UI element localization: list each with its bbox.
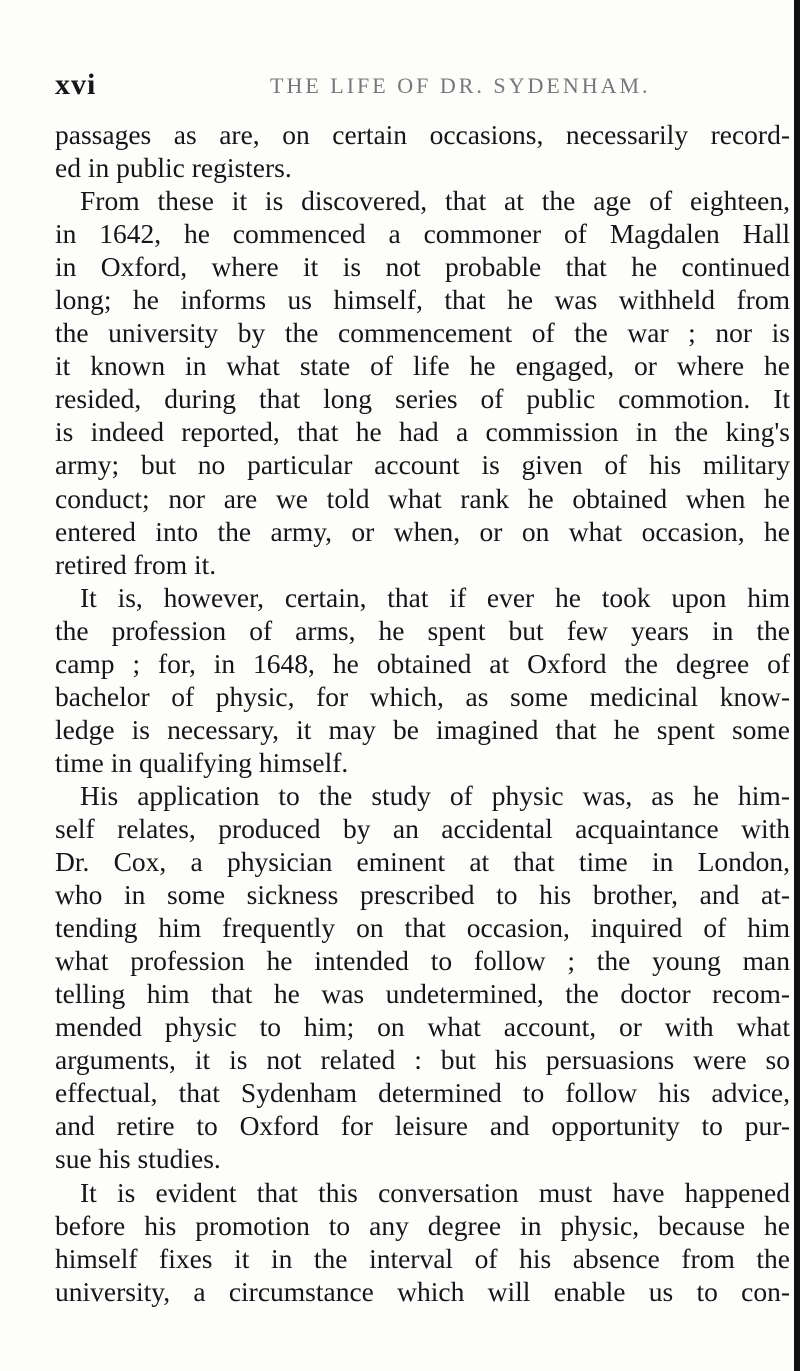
- text-line: in Oxford, where it is not probable that he continued: [55, 251, 790, 283]
- text-line: before his promotion to any degree in physic, because he: [55, 1209, 790, 1241]
- text-line: His application to the study of physic was, as he him-: [80, 779, 790, 811]
- text-line: entered into the army, or when, or on what occasion, he: [55, 515, 790, 547]
- text-line: who in some sickness prescribed to his brother, and at-: [55, 879, 790, 911]
- text-line: what profession he intended to follow ; the young man: [55, 945, 790, 977]
- body-text: [55, 118, 790, 1308]
- text-line: arguments, it is not related : but his persuasions were so: [55, 1044, 790, 1076]
- running-head: [55, 68, 775, 108]
- text-line: retired from it.: [55, 548, 217, 580]
- page-edge-shadow: [794, 0, 800, 1371]
- text-line: From these it is discovered, that at the age of eighteen,: [80, 185, 790, 217]
- text-line: conduct; nor are we told what rank he obtained when he: [55, 482, 790, 514]
- text-line: the profession of arms, he spent but few years in the: [55, 614, 790, 646]
- text-line: ledge is necessary, it may be imagined that he spent some: [55, 713, 790, 745]
- text-line: It is evident that this conversation must have happened: [80, 1176, 790, 1208]
- running-title: THE LIFE OF DR. SYDENHAM.: [270, 73, 651, 98]
- text-line: It is, however, certain, that if ever he took upon him: [80, 581, 790, 613]
- text-line: camp ; for, in 1648, he obtained at Oxford the degree of: [55, 647, 790, 679]
- text-line: sue his studies.: [55, 1143, 221, 1175]
- text-line: self relates, produced by an accidental acquaintance with: [55, 812, 790, 844]
- text-line: the university by the commencement of the war ; nor is: [55, 317, 790, 349]
- text-line: army; but no particular account is given of his military: [55, 449, 790, 481]
- text-line: in 1642, he commenced a commoner of Magdalen Hall: [55, 218, 790, 250]
- text-line: telling him that he was undetermined, the doctor recom-: [55, 978, 790, 1010]
- text-line: time in qualifying himself.: [55, 746, 349, 778]
- text-line: himself fixes it in the interval of his absence from the: [55, 1242, 790, 1274]
- text-line: bachelor of physic, for which, as some medicinal know-: [55, 680, 790, 712]
- text-line: Dr. Cox, a physician eminent at that time in London,: [55, 846, 790, 878]
- text-line: tending him frequently on that occasion, inquired of him: [55, 912, 790, 944]
- text-line: ed in public registers.: [55, 152, 292, 184]
- text-line: resided, during that long series of public commotion. It: [55, 383, 790, 415]
- page-number: xvi: [55, 68, 97, 101]
- text-line: and retire to Oxford for leisure and opportunity to pur-: [55, 1110, 790, 1142]
- text-line: effectual, that Sydenham determined to follow his advice,: [55, 1077, 790, 1109]
- text-line: university, a circumstance which will enable us to con-: [55, 1275, 790, 1307]
- text-line: is indeed reported, that he had a commission in the king's: [55, 416, 790, 448]
- text-line: passages as are, on certain occasions, necessarily record-: [55, 119, 790, 150]
- text-line: long; he informs us himself, that he was withheld from: [55, 284, 790, 316]
- text-line: mended physic to him; on what account, or with what: [55, 1011, 790, 1043]
- text-line: it known in what state of life he engaged, or where he: [55, 350, 790, 382]
